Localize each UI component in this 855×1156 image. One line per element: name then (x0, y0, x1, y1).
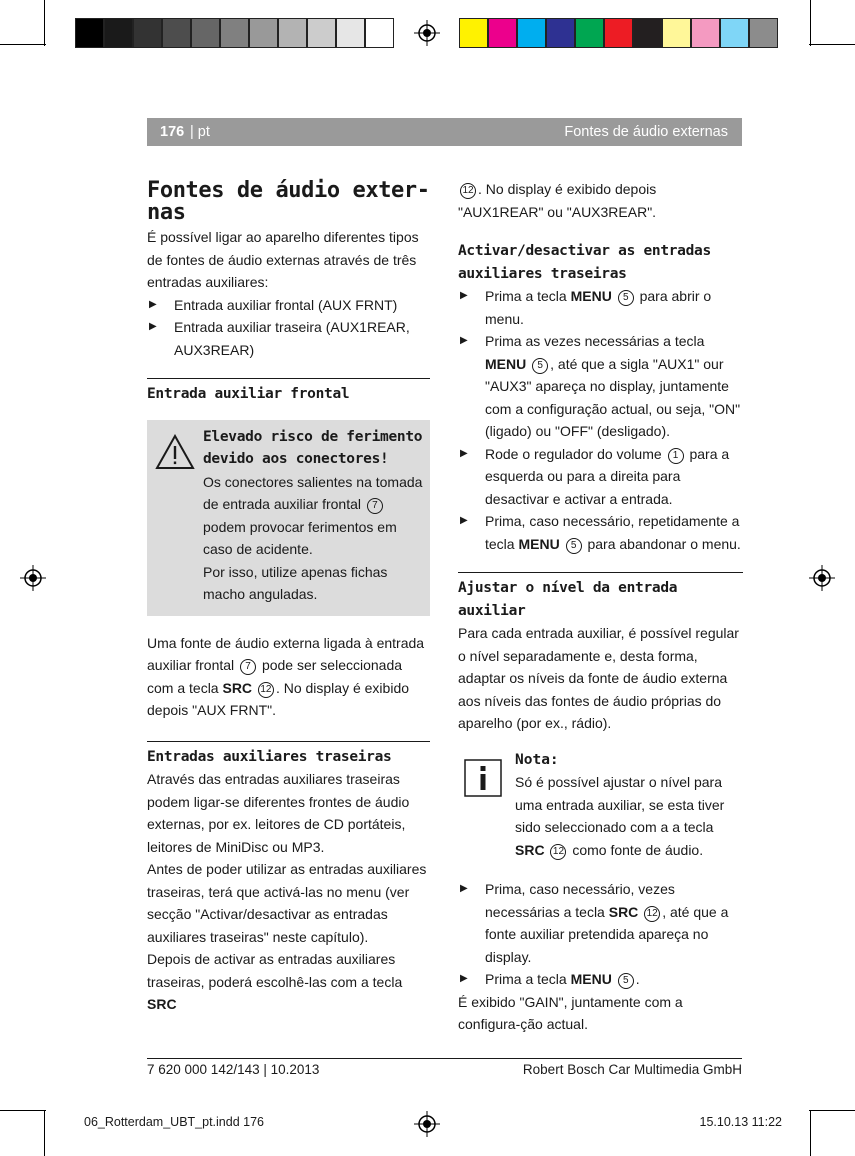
key-label: MENU (518, 535, 560, 552)
document-number: 7 620 000 142/143 | 10.2013 (147, 1062, 320, 1077)
gain-paragraph: Para cada entrada auxiliar, é possível regular o nível separadamente e, desta forma, adaptar os níveis da fonte de áudio externa aos níveis das fontes de áudio próprias do aparelho (por ex., rádio). (458, 625, 739, 731)
color-swatch (546, 18, 575, 48)
key-label: SRC (515, 841, 545, 858)
note-text: Só é possível ajustar o nível para uma entrada auxiliar, se esta tiver sido seleccionado com a a tecla SRC 12 como fonte de áudio. (515, 774, 725, 858)
ref-number: 5 (618, 973, 634, 989)
bullet-arrow-icon: ▶ (460, 883, 468, 894)
ref-number: 12 (550, 844, 566, 860)
crop-mark (810, 0, 811, 46)
color-swatch (162, 18, 191, 48)
ref-number: 7 (240, 659, 256, 675)
step-item: ▶ Prima as vezes necessárias a tecla MENU 5 , até que a sigla "AUX1" our "AUX3" apareça no display, juntamente com a configuração actual, ou seja, "ON" (ligado) ou "OFF" (desligado). (458, 330, 743, 443)
page-footer (147, 1058, 742, 1077)
gain-steps (458, 878, 743, 991)
warning-triangle-icon (155, 434, 195, 470)
front-paragraph: Uma fonte de áudio externa ligada à entrada auxiliar frontal 7 pode ser seleccionada com a tecla SRC 12 . No display é exibido depois "AUX FRNT". (147, 634, 425, 718)
print-slug (78, 1104, 786, 1144)
ref-number: 5 (566, 538, 582, 554)
bullet-arrow-icon: ▶ (460, 515, 468, 526)
rear-paragraph: Antes de poder utilizar as entradas auxiliares traseiras, terá que activá-las no menu (ver secção "Activar/desactivar as entradas auxiliares traseiras" neste capítulo). (147, 861, 427, 945)
key-label: MENU (485, 355, 527, 372)
color-swatch (133, 18, 162, 48)
color-swatch (662, 18, 691, 48)
crop-mark (809, 1110, 855, 1111)
warning-title: Elevado risco de ferimento devido aos conectores! (203, 428, 423, 467)
rear-inputs-heading: Entradas auxiliares traseiras (147, 741, 430, 769)
color-swatch (720, 18, 749, 48)
crop-mark (810, 1110, 811, 1156)
step-item: ▶ Prima a tecla MENU 5 para abrir o menu. (458, 285, 743, 330)
bullet-arrow-icon: ▶ (460, 335, 468, 346)
slug-filename: 06_Rotterdam_UBT_pt.indd 176 (84, 1115, 264, 1129)
color-swatch (575, 18, 604, 48)
crop-mark (0, 44, 46, 45)
company-name: Robert Bosch Car Multimedia GmbH (522, 1062, 742, 1077)
registration-mark-icon (414, 20, 440, 46)
crop-mark (44, 1110, 45, 1156)
bullet-arrow-icon: ▶ (149, 298, 157, 310)
ref-number: 5 (532, 358, 548, 374)
color-swatch (191, 18, 220, 48)
ref-number: 7 (367, 498, 383, 514)
right-column (458, 178, 743, 1036)
continued-text: 12 . No display é exibido depois "AUX1REAR" ou "AUX3REAR". (458, 181, 657, 220)
crop-mark (0, 1110, 46, 1111)
language-code: | pt (190, 124, 210, 140)
ref-number: 12 (258, 682, 274, 698)
key-label: SRC (222, 679, 253, 696)
gain-heading: Ajustar o nível da entrada auxiliar (458, 572, 743, 622)
crop-mark (44, 0, 45, 46)
step-item: ▶ Rode o regulador do volume 1 para a esquerda ou para a direita para desactivar e activar a entrada. (458, 443, 743, 511)
list-item: ▶ Entrada auxiliar traseira (AUX1REAR, AUX3REAR) (147, 316, 430, 361)
color-swatch (220, 18, 249, 48)
warning-box (147, 420, 430, 616)
color-swatch (249, 18, 278, 48)
color-swatch (278, 18, 307, 48)
activate-steps (458, 285, 743, 555)
ref-number: 12 (644, 906, 660, 922)
color-swatch (104, 18, 133, 48)
color-swatch (749, 18, 778, 48)
ref-number: 12 (460, 183, 476, 199)
color-swatch (459, 18, 488, 48)
page-header (147, 118, 742, 146)
color-swatch (75, 18, 104, 48)
gain-end-text: É exibido "GAIN", juntamente com a configura-ção actual. (458, 993, 683, 1032)
key-label: MENU (570, 288, 612, 304)
step-item: ▶ Prima a tecla MENU 5 . (458, 968, 743, 991)
rear-paragraph: Através das entradas auxiliares traseiras podem ligar-se diferentes frontes de áudio externas, por ex. leitores de CD portáteis, leitores de MiniDisc ou MP3. (147, 771, 410, 855)
color-swatch (691, 18, 720, 48)
color-swatch (307, 18, 336, 48)
page-number: 176 (160, 124, 185, 140)
bullet-arrow-icon: ▶ (460, 290, 468, 301)
color-swatch (633, 18, 662, 48)
step-item: ▶ Prima, caso necessário, repetidamente a tecla MENU 5 para abandonar o menu. (458, 510, 743, 555)
crop-mark (809, 44, 855, 45)
intro-text: É possível ligar ao aparelho diferentes tipos de fontes de áudio externas através de três entradas auxiliares: (147, 229, 419, 290)
note-title: Nota: (515, 751, 559, 768)
page-title: Fontes de áudio exter-nas (147, 178, 430, 225)
color-swatch (604, 18, 633, 48)
list-item: ▶ Entrada auxiliar frontal (AUX FRNT) (147, 294, 430, 317)
key-label: SRC (608, 903, 639, 920)
registration-mark-icon (20, 565, 46, 591)
ref-number: 5 (618, 290, 634, 306)
color-swatch (517, 18, 546, 48)
color-swatch (336, 18, 365, 48)
slug-date: 15.10.13 11:22 (699, 1115, 782, 1129)
bullet-arrow-icon: ▶ (460, 447, 468, 459)
section-title: Fontes de áudio externas (564, 124, 728, 140)
warning-text: Por isso, utilize apenas fichas macho anguladas. (203, 563, 388, 602)
bullet-arrow-icon: ▶ (149, 321, 157, 332)
rear-paragraph: Depois de activar as entradas auxiliares traseiras, poderá escolhê-las com a tecla SRC (147, 951, 403, 1012)
warning-text: Os conectores salientes na tomada de entrada auxiliar frontal 7 podem provocar ferimentos em caso de acidente. (203, 473, 423, 557)
registration-mark-icon (809, 565, 835, 591)
info-icon (464, 759, 502, 797)
bullet-arrow-icon: ▶ (460, 973, 468, 984)
step-item: ▶ Prima, caso necessário, vezes necessárias a tecla SRC 12 , até que a fonte auxiliar pretendida apareça no display. (458, 878, 743, 968)
key-label: MENU (570, 971, 612, 987)
front-input-heading: Entrada auxiliar frontal (147, 378, 430, 406)
color-swatch (488, 18, 517, 48)
left-column (147, 178, 430, 1016)
ref-number: 1 (668, 448, 684, 464)
color-swatch (365, 18, 394, 48)
key-label: SRC (147, 996, 177, 1012)
note-box (458, 749, 743, 862)
activate-heading: Activar/desactivar as entradas auxiliares traseiras (458, 243, 711, 282)
